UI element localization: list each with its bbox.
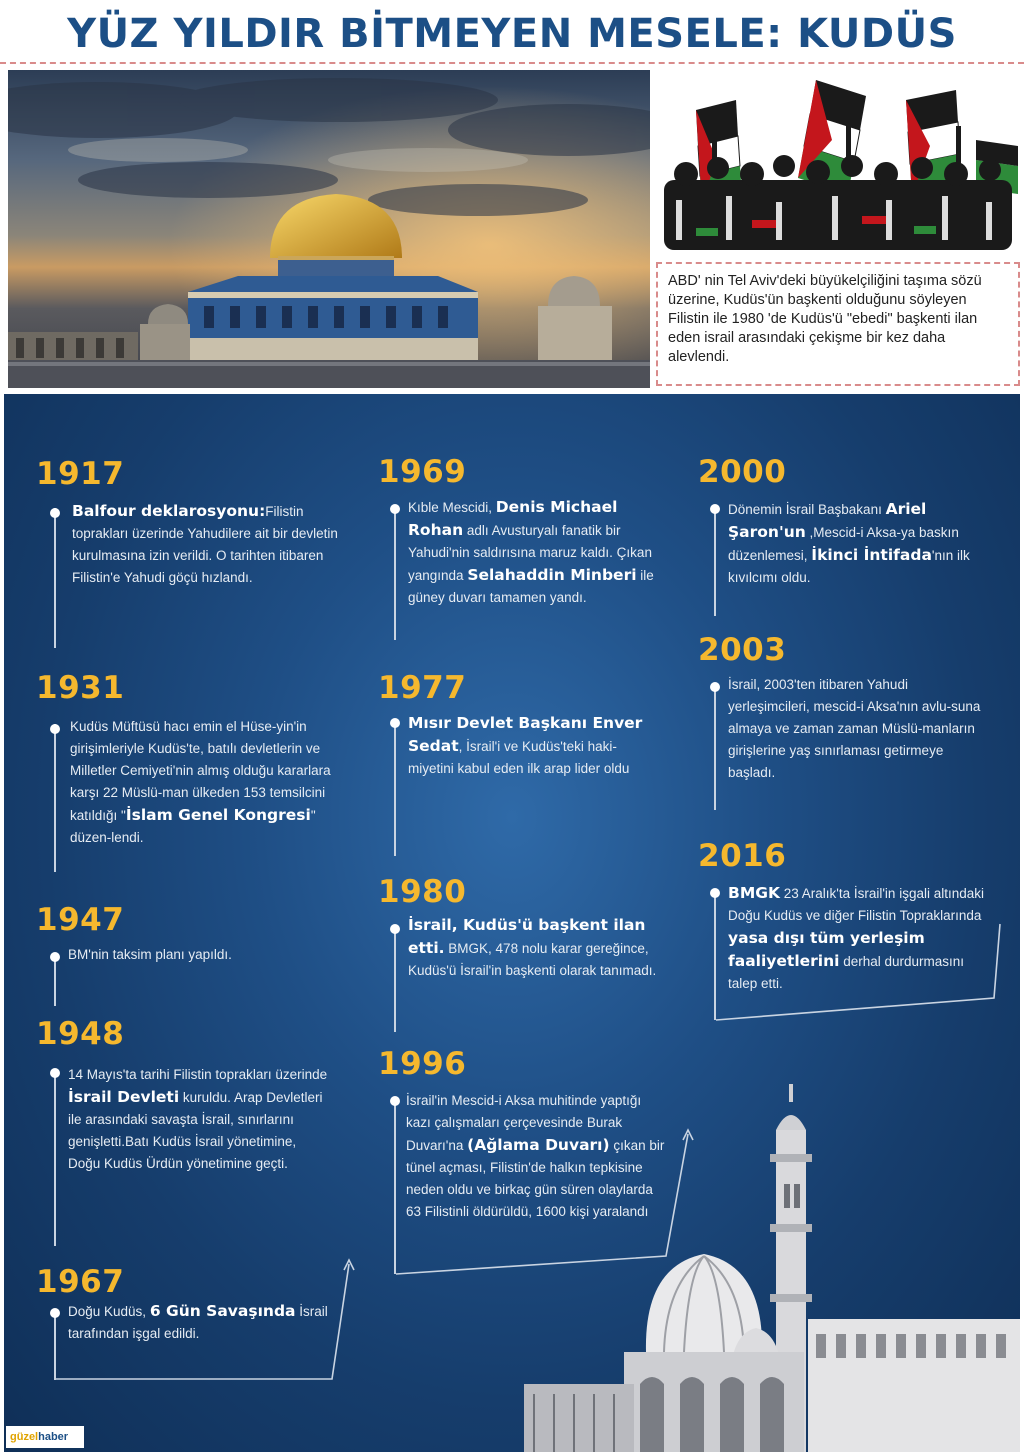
timeline-line [714,892,716,1020]
year-1996: 1996 [378,1046,467,1082]
protest-illustration [656,70,1020,256]
event-1948-text: 14 Mayıs'ta tarihi Filistin toprakları üzerinde İsrail Devleti kuruldu. Arap Devletleri ile arasındaki savaşta İsrail, sınırlarını genişletti.Batı Kudüs İsrail yönetimine, Doğu Kudüs Ürdün yönetimine geçti. [68,1067,328,1171]
timeline-line [714,506,716,616]
timeline-dot [390,924,400,934]
timeline-dot [50,1068,60,1078]
event-2016-text: BMGK 23 Aralık'ta İsrail'in işgali altındaki Doğu Kudüs ve diğer Filistin Topraklarında yasa dışı tüm yerleşim faaliyetlerini derhal durdurmasını talep etti. [728,884,984,991]
year-2016: 2016 [698,838,787,874]
dome-of-the-rock-photo [8,70,650,388]
timeline-dot [50,952,60,962]
year-2003: 2003 [698,632,787,668]
timeline-line [394,1098,396,1274]
year-1931: 1931 [36,670,125,706]
event-1980-text: İsrail, Kudüs'ü başkent ilan etti. BMGK, 478 nolu karar gereğince, Kudüs'ü İsrail'in başkenti olarak tanımadı. [408,916,657,978]
year-2000: 2000 [698,454,787,490]
year-1967: 1967 [36,1264,125,1300]
timeline-panel [4,394,1020,1452]
event-1977-text: Mısır Devlet Başkanı Enver Sedat, İsrail'i ve Kudüs'teki haki-miyetini kabul eden ilk arap lider oldu [408,714,643,776]
year-1977: 1977 [378,670,467,706]
event-2000-text: Dönemin İsrail Başbakanı Ariel Şaron'un ,Mescid-i Aksa-ya baskın düzenlemesi, İkinci İntifada'nın ilk kıvılcımı oldu. [728,500,970,585]
timeline-dot [710,682,720,692]
intro-text: ABD' nin Tel Aviv'deki büyükelçiliğini taşıma sözü üzerine, Kudüs'ün başkenti olduğunu söyleyen Filistin ile 1980 'de Kudüs'ü "ebedi" başkenti ilan eden israil arasındaki çekişme bir kez daha alevlendi. [668,273,982,365]
event-2003-text: İsrail, 2003'ten itibaren Yahudi yerleşimcileri, mescid-i Aksa'nın avlu-suna almaya ve zaman zaman Müslü-manların girişlerine yaş sınırlaması getirmeye başladı. [728,677,981,780]
year-1980: 1980 [378,874,467,910]
publisher-logo: güzelhaber [6,1426,84,1448]
timeline-line [394,926,396,1032]
year-1969: 1969 [378,454,467,490]
event-1947-text: BM'nin taksim planı yapıldı. [68,947,232,962]
year-1948: 1948 [36,1016,125,1052]
timeline-line [54,1310,56,1380]
event-1967-text: Doğu Kudüs, 6 Gün Savaşında İsrail tarafından işgal edildi. [68,1302,328,1341]
event-1931-text: Kudüs Müftüsü hacı emin el Hüse-yin'in girişimleriyle Kudüs'te, batılı devletlerin ve Milletler Cemiyeti'nin almış olduğu kararlara karşı 22 Müslü-man ülkeden 153 temsilcini katıldığı "İslam Genel Kongresi" düzen-lendi. [70,719,331,845]
year-1917: 1917 [36,456,125,492]
timeline-dot [710,504,720,514]
timeline-line [714,684,716,810]
event-1917-text: Balfour deklarosyonu:Filistin toprakları üzerinde Yahudilere ait bir devletin kurulmasına izin verildi. O tarihten itibaren Filistin'e Yahudi göçü hızlandı. [72,502,338,585]
divider [0,62,1024,64]
timeline-dot [390,1096,400,1106]
event-1969-text: Kıble Mescidi, Denis Michael Rohan adlı Avusturyalı fanatik bir Yahudi'nin saldırısına maruz kaldı. Çıkan yangında Selahaddin Minberi ile güney duvarı tamamen yandı. [408,498,654,605]
timeline-line [394,720,396,856]
timeline-dot [50,508,60,518]
year-1947: 1947 [36,902,125,938]
event-1996-text: İsrail'in Mescid-i Aksa muhitinde yaptığı kazı çalışmaları çerçevesinde Burak Duvarı'na (Ağlama Duvarı) çıkan bir tünel açması, Filistin'de halkın tepkisine neden oldu ve birkaç gün süren olaylarda 63 Filistinli öldürüldü, 1600 kişi yaralandı [406,1093,665,1219]
timeline-line [54,1070,56,1246]
timeline-dot [390,504,400,514]
page-title: YÜZ YILDIR BİTMEYEN MESELE: KUDÜS [67,11,957,57]
timeline-dot [390,718,400,728]
timeline-line [394,508,396,640]
timeline-line [54,508,56,648]
timeline-line [54,724,56,872]
timeline-dot [50,724,60,734]
timeline-dot [710,888,720,898]
intro-box [656,262,1020,386]
timeline-dot [50,1308,60,1318]
